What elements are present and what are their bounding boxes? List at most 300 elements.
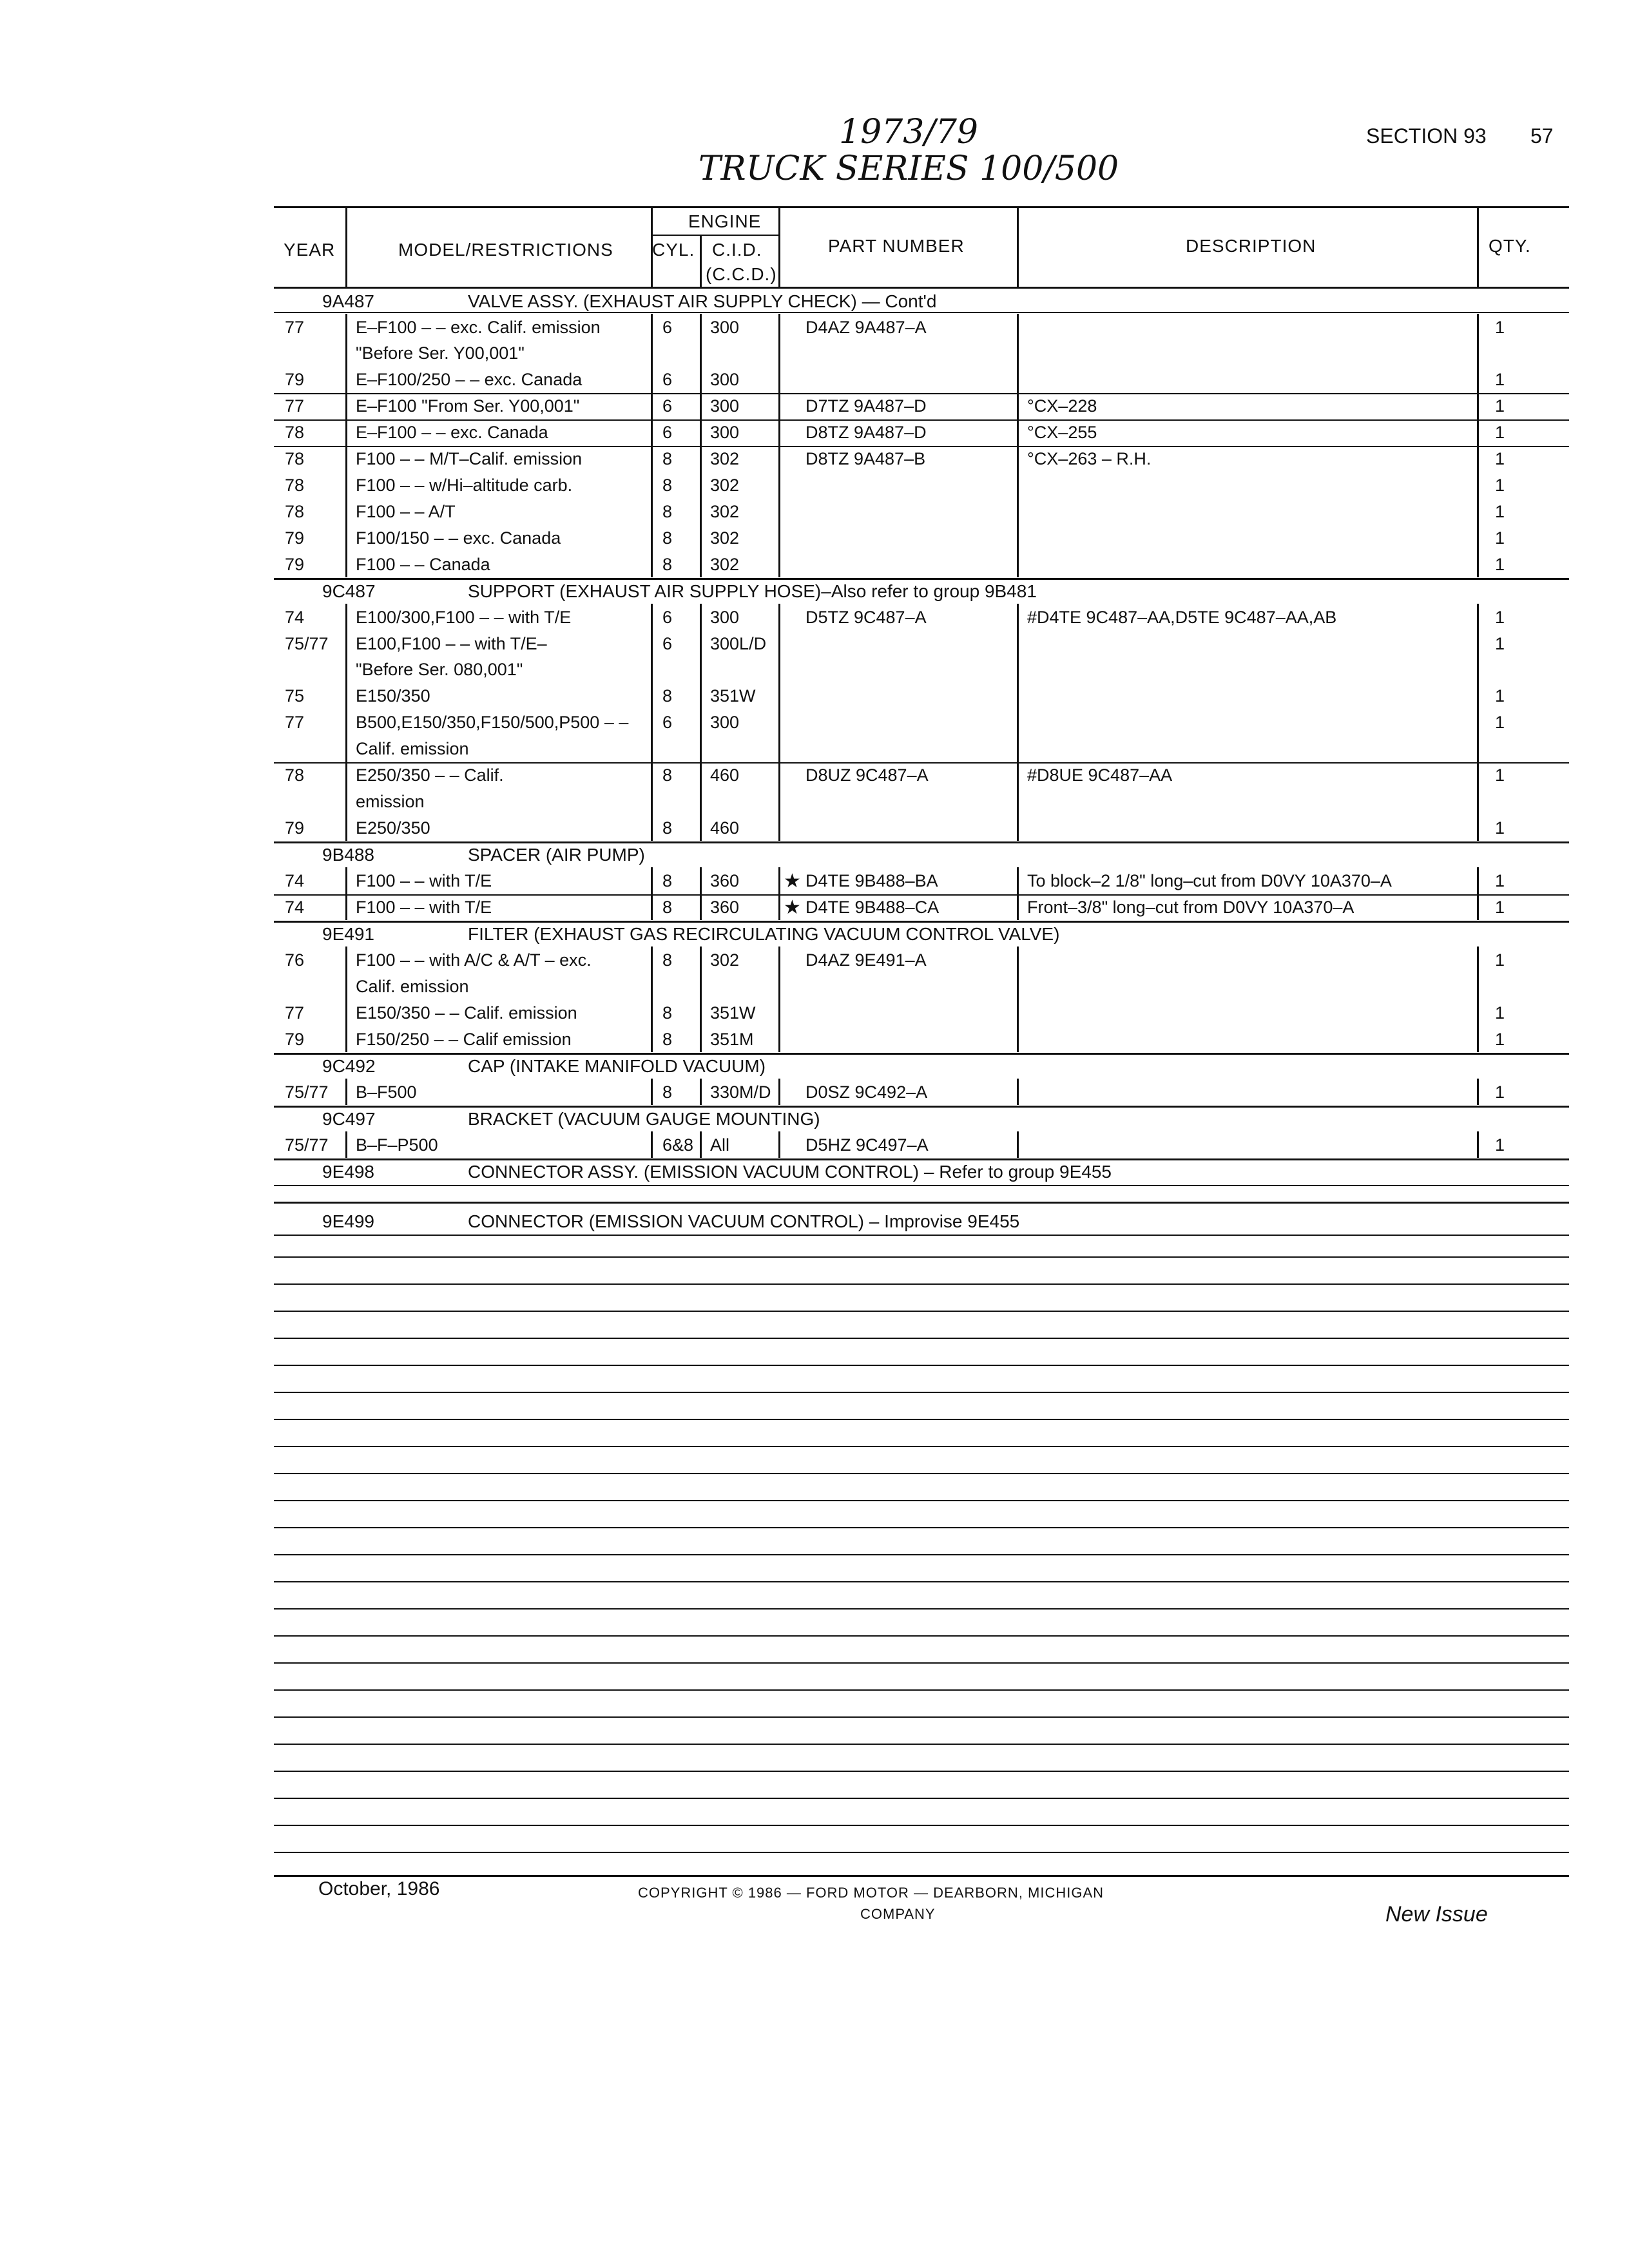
row-year: 78: [285, 449, 305, 468]
group-code: 9E491: [322, 924, 374, 944]
new-part-star-icon: ★: [784, 870, 801, 892]
page-title-series: TRUCK SERIES 100/500: [698, 149, 1119, 188]
column-divider: [778, 656, 780, 682]
column-divider: [1477, 709, 1479, 735]
column-divider: [1017, 366, 1019, 392]
column-divider: [1477, 735, 1479, 762]
row-model: B–F–P500: [356, 1135, 438, 1155]
row-description: °CX–228: [1027, 396, 1097, 416]
row-year: 75/77: [285, 1135, 329, 1155]
row-qty: 1: [1495, 686, 1505, 706]
row-cyl: 8: [662, 449, 673, 468]
column-divider: [1477, 682, 1479, 709]
column-divider: [778, 682, 780, 709]
row-cyl: 8: [662, 818, 673, 838]
column-divider: [1017, 762, 1019, 788]
row-cyl: 6: [662, 318, 673, 337]
column-divider: [778, 498, 780, 524]
column-divider: [651, 630, 653, 657]
row-cyl: 8: [662, 765, 673, 785]
column-divider: [1017, 604, 1019, 630]
column-divider: [1017, 814, 1019, 841]
row-cid: 460: [710, 818, 740, 838]
row-divider: [274, 393, 1569, 394]
column-divider: [345, 814, 347, 841]
group-title: FILTER (EXHAUST GAS RECIRCULATING VACUUM CONTROL VALVE): [468, 924, 1060, 944]
column-divider: [651, 735, 653, 762]
row-model: F100/150 – – exc. Canada: [356, 528, 561, 548]
row-year: 74: [285, 898, 305, 917]
row-year: 79: [285, 555, 305, 574]
row-cid: 330M/D: [710, 1082, 771, 1102]
footer-issue: New Issue: [1385, 1902, 1488, 1927]
column-divider: [1017, 947, 1019, 973]
row-year: 75/77: [285, 634, 329, 653]
column-divider: [651, 1079, 653, 1105]
blank-ruled-line: [274, 1446, 1569, 1447]
row-divider: [274, 894, 1569, 896]
column-divider: [1017, 735, 1019, 762]
column-divider: [700, 682, 702, 709]
row-description: To block–2 1/8" long–cut from D0VY 10A370–A: [1027, 871, 1392, 890]
row-cyl: 8: [662, 898, 673, 917]
row-cid: 302: [710, 449, 740, 468]
row-cyl: 8: [662, 555, 673, 574]
row-cyl: 6: [662, 396, 673, 416]
column-divider: [1017, 524, 1019, 551]
row-qty: 1: [1495, 370, 1505, 389]
row-part-number: D4AZ 9A487–A: [805, 318, 927, 337]
row-year: 79: [285, 528, 305, 548]
column-divider: [1477, 894, 1479, 920]
row-cid: 300: [710, 370, 740, 389]
row-model: F100 – – with T/E: [356, 871, 492, 890]
column-divider: [1017, 314, 1019, 340]
column-divider: [345, 762, 347, 788]
column-divider: [345, 604, 347, 630]
column-divider: [1477, 472, 1479, 498]
column-divider: [651, 340, 653, 366]
column-divider: [345, 735, 347, 762]
row-cyl: 6: [662, 370, 673, 389]
row-cid: 302: [710, 502, 740, 521]
column-divider: [1477, 1079, 1479, 1105]
row-year: 77: [285, 396, 305, 416]
row-description: #D8UE 9C487–AA: [1027, 765, 1173, 785]
blank-ruled-line: [274, 1771, 1569, 1772]
group-code: 9B488: [322, 845, 374, 865]
group-title: CONNECTOR ASSY. (EMISSION VACUUM CONTROL) – Refer to group 9E455: [468, 1162, 1112, 1182]
column-divider: [778, 999, 780, 1026]
column-divider: [700, 340, 702, 366]
column-divider: [651, 867, 653, 894]
row-cyl: 8: [662, 528, 673, 548]
column-divider: [700, 419, 702, 445]
row-cid: 360: [710, 871, 740, 890]
column-divider: [778, 314, 780, 340]
column-divider: [1477, 314, 1479, 340]
row-model: E150/350 – – Calif. emission: [356, 1003, 577, 1023]
column-divider: [778, 709, 780, 735]
blank-ruled-line: [274, 1608, 1569, 1610]
row-year: 77: [285, 318, 305, 337]
row-cid: 351W: [710, 686, 756, 706]
column-divider: [1477, 762, 1479, 788]
column-divider: [651, 973, 653, 999]
column-divider: [778, 947, 780, 973]
column-divider: [778, 524, 780, 551]
column-divider: [1017, 999, 1019, 1026]
row-model: E250/350: [356, 818, 430, 838]
col-ccd: (C.C.D.): [706, 264, 777, 284]
blank-ruled-line: [274, 1311, 1569, 1312]
column-divider: [1477, 445, 1479, 472]
column-divider: [1477, 630, 1479, 657]
row-model: "Before Ser. 080,001": [356, 660, 523, 679]
column-divider: [651, 1026, 653, 1052]
column-divider: [700, 1079, 702, 1105]
column-divider: [651, 788, 653, 814]
row-cid: 300: [710, 396, 740, 416]
row-description: °CX–263 – R.H.: [1027, 449, 1152, 468]
group-code: 9E499: [322, 1211, 374, 1231]
row-cyl: 6: [662, 423, 673, 442]
row-part-number: D4TE 9B488–CA: [805, 898, 940, 917]
row-model: Calif. emission: [356, 977, 469, 996]
column-divider: [778, 1079, 780, 1105]
column-divider: [345, 340, 347, 366]
row-part-number: D5TZ 9C487–A: [805, 608, 927, 627]
row-model: E100,F100 – – with T/E–: [356, 634, 547, 653]
row-year: 78: [285, 502, 305, 521]
row-year: 75/77: [285, 1082, 329, 1102]
column-divider: [778, 973, 780, 999]
column-divider: [700, 551, 702, 577]
column-divider: [778, 867, 780, 894]
blank-ruled-line: [274, 1283, 1569, 1285]
column-divider: [1477, 867, 1479, 894]
row-model: E–F100 – – exc. Canada: [356, 423, 548, 442]
row-cid: 302: [710, 555, 740, 574]
row-divider: [274, 762, 1569, 764]
row-cid: 302: [710, 950, 740, 970]
column-divider: [345, 1079, 347, 1105]
row-model: E–F100/250 – – exc. Canada: [356, 370, 583, 389]
column-divider: [700, 999, 702, 1026]
row-year: 79: [285, 1030, 305, 1049]
column-divider: [1477, 524, 1479, 551]
row-model: F100 – – M/T–Calif. emission: [356, 449, 583, 468]
column-divider: [700, 1026, 702, 1052]
column-divider: [1477, 947, 1479, 973]
blank-ruled-line: [274, 1716, 1569, 1718]
col-model: MODEL/RESTRICTIONS: [398, 240, 613, 260]
column-divider: [700, 498, 702, 524]
column-divider: [1017, 551, 1019, 577]
column-divider: [651, 314, 653, 340]
column-divider: [700, 762, 702, 788]
column-divider: [345, 682, 347, 709]
row-year: 79: [285, 818, 305, 838]
row-divider: [274, 1106, 1569, 1108]
row-cyl: 8: [662, 686, 673, 706]
section-label: SECTION 93: [1366, 124, 1487, 148]
row-cid: 351M: [710, 1030, 754, 1049]
row-cyl: 8: [662, 1082, 673, 1102]
row-part-number: D4AZ 9E491–A: [805, 950, 927, 970]
column-divider: [700, 947, 702, 973]
column-divider: [651, 947, 653, 973]
row-year: 78: [285, 476, 305, 495]
blank-ruled-line: [274, 1256, 1569, 1258]
column-divider: [778, 551, 780, 577]
row-part-number: D8TZ 9A487–B: [805, 449, 926, 468]
column-divider: [1017, 1131, 1019, 1158]
column-divider: [651, 366, 653, 392]
row-year: 75: [285, 686, 305, 706]
column-divider: [345, 709, 347, 735]
row-part-number: D5HZ 9C497–A: [805, 1135, 929, 1155]
row-qty: 1: [1495, 1135, 1505, 1155]
page-number: 57: [1530, 124, 1554, 148]
column-divider: [1017, 682, 1019, 709]
row-part-number: D0SZ 9C492–A: [805, 1082, 928, 1102]
row-model: F100 – – with T/E: [356, 898, 492, 917]
column-divider: [345, 656, 347, 682]
row-year: 74: [285, 871, 305, 890]
row-part-number: D8TZ 9A487–D: [805, 423, 927, 442]
row-qty: 1: [1495, 765, 1505, 785]
blank-ruled-line: [274, 1825, 1569, 1826]
column-divider: [700, 894, 702, 920]
row-qty: 1: [1495, 449, 1505, 468]
column-divider: [345, 445, 347, 472]
row-divider: [274, 1185, 1569, 1186]
column-divider: [1477, 366, 1479, 392]
group-code: 9C487: [322, 581, 376, 601]
row-model: E–F100 "From Ser. Y00,001": [356, 396, 580, 416]
column-divider: [651, 604, 653, 630]
column-divider: [700, 709, 702, 735]
row-divider: [274, 841, 1569, 843]
blank-ruled-line: [274, 1419, 1569, 1420]
group-code: 9E498: [322, 1162, 374, 1182]
row-cyl: 8: [662, 1003, 673, 1023]
column-divider: [1017, 656, 1019, 682]
row-year: 78: [285, 423, 305, 442]
column-divider: [1017, 894, 1019, 920]
row-part-number: D8UZ 9C487–A: [805, 765, 929, 785]
col-engine: ENGINE: [688, 211, 762, 231]
blank-ruled-line: [274, 1338, 1569, 1339]
row-qty: 1: [1495, 608, 1505, 627]
col-cyl: CYL.: [652, 240, 695, 260]
column-divider: [778, 472, 780, 498]
column-divider: [1017, 498, 1019, 524]
row-cid: 360: [710, 898, 740, 917]
row-divider: [274, 921, 1569, 923]
column-divider: [345, 551, 347, 577]
col-cid: C.I.D.: [712, 240, 762, 260]
column-divider: [651, 392, 653, 419]
column-divider: [1017, 867, 1019, 894]
column-divider: [700, 472, 702, 498]
column-divider: [345, 1131, 347, 1158]
column-divider: [651, 814, 653, 841]
column-divider: [345, 999, 347, 1026]
column-divider: [1017, 392, 1019, 419]
col-part-number: PART NUMBER: [828, 236, 965, 256]
blank-ruled-line: [274, 1689, 1569, 1691]
row-divider: [274, 578, 1569, 580]
column-divider: [700, 867, 702, 894]
column-divider: [651, 524, 653, 551]
blank-ruled-line: [274, 1744, 1569, 1745]
row-divider: [274, 1235, 1569, 1236]
col-qty: QTY.: [1489, 236, 1531, 256]
row-qty: 1: [1495, 555, 1505, 574]
row-model: emission: [356, 792, 425, 811]
column-divider: [345, 392, 347, 419]
column-divider: [700, 366, 702, 392]
column-divider: [1477, 788, 1479, 814]
footer-rule: [274, 1875, 1569, 1877]
row-qty: 1: [1495, 871, 1505, 890]
column-divider: [1017, 340, 1019, 366]
column-divider: [700, 735, 702, 762]
column-divider: [345, 524, 347, 551]
row-qty: 1: [1495, 502, 1505, 521]
row-model: "Before Ser. Y00,001": [356, 343, 525, 363]
row-cid: All: [710, 1135, 730, 1155]
row-cyl: 6&8: [662, 1135, 694, 1155]
blank-ruled-line: [274, 1852, 1569, 1853]
row-model: F100 – – w/Hi–altitude carb.: [356, 476, 573, 495]
group-title: SUPPORT (EXHAUST AIR SUPPLY HOSE)–Also refer to group 9B481: [468, 581, 1037, 601]
column-divider: [700, 604, 702, 630]
column-divider: [1477, 498, 1479, 524]
row-model: F100 – – A/T: [356, 502, 456, 521]
column-divider: [778, 894, 780, 920]
row-cid: 300: [710, 713, 740, 732]
column-divider: [345, 1026, 347, 1052]
column-divider: [345, 973, 347, 999]
blank-ruled-line: [274, 1527, 1569, 1528]
column-divider: [651, 709, 653, 735]
row-model: F100 – – with A/C & A/T – exc.: [356, 950, 592, 970]
column-divider: [651, 682, 653, 709]
row-qty: 1: [1495, 476, 1505, 495]
row-divider: [274, 446, 1569, 447]
col-year: YEAR: [284, 240, 336, 260]
row-cid: 300L/D: [710, 634, 767, 653]
row-cyl: 8: [662, 1030, 673, 1049]
column-divider: [700, 445, 702, 472]
column-divider: [1477, 973, 1479, 999]
column-divider: [651, 894, 653, 920]
column-divider: [651, 445, 653, 472]
group-title: BRACKET (VACUUM GAUGE MOUNTING): [468, 1109, 820, 1129]
row-qty: 1: [1495, 818, 1505, 838]
column-divider: [345, 498, 347, 524]
column-divider: [700, 1131, 702, 1158]
column-divider: [1477, 419, 1479, 445]
column-divider: [778, 445, 780, 472]
column-divider: [778, 1026, 780, 1052]
column-divider: [1477, 551, 1479, 577]
row-qty: 1: [1495, 950, 1505, 970]
column-divider: [778, 340, 780, 366]
row-part-number: D7TZ 9A487–D: [805, 396, 927, 416]
row-qty: 1: [1495, 1003, 1505, 1023]
column-divider: [651, 656, 653, 682]
row-cid: 300: [710, 608, 740, 627]
column-divider: [700, 814, 702, 841]
row-description: #D4TE 9C487–AA,D5TE 9C487–AA,AB: [1027, 608, 1337, 627]
group-code: 9A487: [322, 291, 374, 311]
column-divider: [1477, 656, 1479, 682]
column-divider: [651, 472, 653, 498]
row-divider: [274, 1202, 1569, 1204]
blank-ruled-line: [274, 1798, 1569, 1799]
column-divider: [345, 788, 347, 814]
blank-ruled-line: [274, 1473, 1569, 1474]
row-part-number: D4TE 9B488–BA: [805, 871, 938, 890]
row-cid: 351W: [710, 1003, 756, 1023]
column-divider: [1477, 999, 1479, 1026]
column-divider: [778, 814, 780, 841]
row-divider: [274, 1053, 1569, 1055]
column-divider: [651, 1131, 653, 1158]
row-divider: [274, 419, 1569, 421]
row-cyl: 8: [662, 502, 673, 521]
blank-ruled-line: [274, 1365, 1569, 1366]
column-divider: [651, 498, 653, 524]
column-divider: [1017, 630, 1019, 657]
row-qty: 1: [1495, 898, 1505, 917]
row-cyl: 6: [662, 634, 673, 653]
row-cid: 460: [710, 765, 740, 785]
column-divider: [345, 894, 347, 920]
row-model: E250/350 – – Calif.: [356, 765, 504, 785]
blank-ruled-line: [274, 1635, 1569, 1637]
row-qty: 1: [1495, 423, 1505, 442]
row-divider: [274, 1158, 1569, 1160]
column-divider: [1017, 445, 1019, 472]
row-qty: 1: [1495, 528, 1505, 548]
row-cyl: 8: [662, 476, 673, 495]
group-title: CONNECTOR (EMISSION VACUUM CONTROL) – Improvise 9E455: [468, 1211, 1020, 1231]
column-divider: [1477, 1131, 1479, 1158]
column-divider: [1477, 340, 1479, 366]
column-divider: [778, 762, 780, 788]
row-qty: 1: [1495, 1082, 1505, 1102]
row-cid: 302: [710, 528, 740, 548]
row-cid: 300: [710, 318, 740, 337]
row-cyl: 6: [662, 608, 673, 627]
column-divider: [1017, 1079, 1019, 1105]
row-model: F100 – – Canada: [356, 555, 490, 574]
page-title-years: 1973/79: [838, 113, 979, 151]
row-model: Calif. emission: [356, 739, 469, 758]
column-divider: [651, 762, 653, 788]
column-divider: [778, 366, 780, 392]
column-divider: [345, 314, 347, 340]
group-title: VALVE ASSY. (EXHAUST AIR SUPPLY CHECK) — Cont'd: [468, 291, 937, 311]
column-divider: [700, 788, 702, 814]
row-cid: 300: [710, 423, 740, 442]
new-part-star-icon: ★: [784, 897, 801, 918]
